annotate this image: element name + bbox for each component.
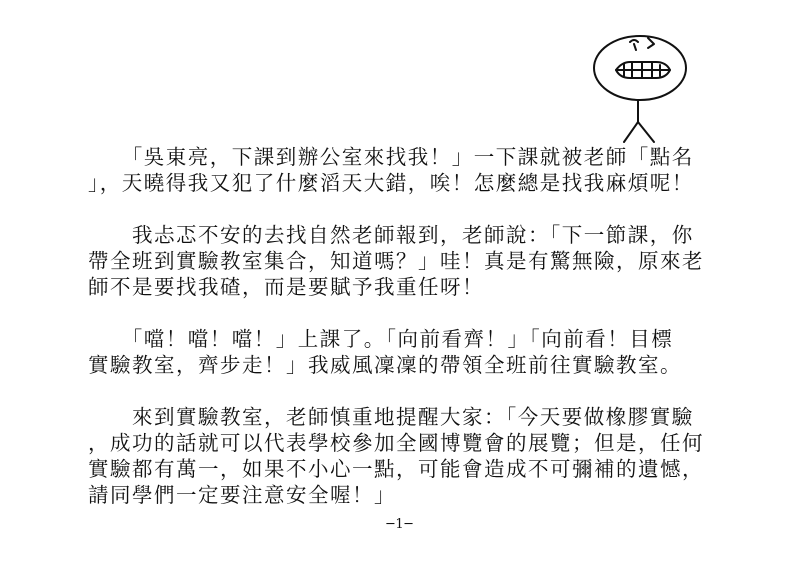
paragraph-line: 來到實驗教室，老師慎重地提醒大家：「今天要做橡膠實驗 xyxy=(88,405,694,429)
paragraph-line: ，成功的話就可以代表學校參加全國博覽會的展覽；但是，任何 xyxy=(88,431,704,455)
page-number: ─1─ xyxy=(386,517,414,532)
cartoon-face-icon xyxy=(588,18,700,146)
paragraph-line: 「吳東亮，下課到辦公室來找我！」一下課就被老師「點名 xyxy=(88,145,694,169)
paragraph-line: 我忐忑不安的去找自然老師報到，老師說：「下一節課，你 xyxy=(88,223,694,247)
paragraph-line: 實驗都有萬一，如果不小心一點，可能會造成不可彌補的遺憾， xyxy=(88,457,704,481)
paragraph-line: 請同學們一定要注意安全喔！」 xyxy=(88,483,396,507)
paragraph-4 xyxy=(88,404,728,508)
paragraph-line: 帶全班到實驗教室集合，知道嗎？」哇！真是有驚無險，原來老 xyxy=(88,249,704,273)
paragraph-line: 」，天曉得我又犯了什麼滔天大錯，唉！怎麼總是找我麻煩呢！ xyxy=(88,171,694,195)
article-body xyxy=(88,144,728,508)
paragraph-1 xyxy=(88,144,728,196)
paragraph-line: 實驗教室，齊步走！」我威風凜凜的帶領全班前往實驗教室。 xyxy=(88,353,682,377)
paragraph-line: 「噹！噹！噹！」上課了。「向前看齊！」「向前看！目標 xyxy=(88,327,674,351)
paragraph-line: 師不是要找我碴，而是要賦予我重任呀！ xyxy=(88,275,484,299)
paragraph-3 xyxy=(88,326,728,378)
paragraph-2 xyxy=(88,222,728,300)
